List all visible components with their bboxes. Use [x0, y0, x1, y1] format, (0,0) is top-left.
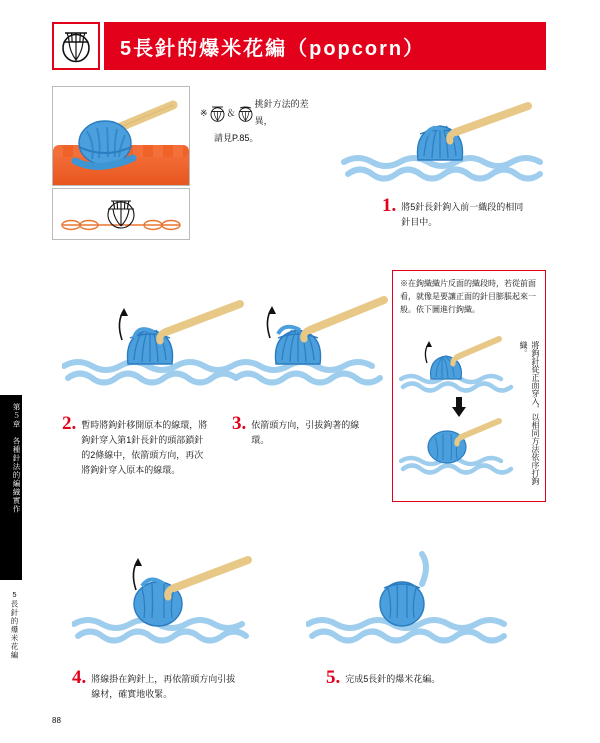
- step-4-text: 將線掛在鉤針上，再依箭頭方向引拔線材，確實地收緊。: [91, 674, 236, 699]
- step-3-text: 依箭頭方向，引拔鉤著的線環。: [251, 420, 360, 445]
- step-3-caption: [232, 414, 372, 448]
- note-text-line2: 請見P.85。: [214, 133, 259, 143]
- chapter-tab-label: 第５章 各種針法的編織實作: [12, 403, 21, 514]
- step-2-number: 2.: [62, 413, 77, 434]
- step-1-caption: [382, 196, 532, 230]
- step-1-number: 1.: [382, 195, 397, 216]
- step-2-caption: [62, 414, 210, 478]
- step-1-illustration: [340, 86, 566, 196]
- step-4-number: 4.: [72, 667, 87, 688]
- popcorn-stitch-symbol-icon: [52, 22, 100, 70]
- page-number: 88: [52, 716, 61, 725]
- step-4-illustration: [72, 548, 272, 658]
- step-3-illustration: [232, 290, 392, 400]
- note-prefix: ※: [200, 107, 208, 118]
- step-5-illustration: [306, 548, 526, 658]
- note-symbol-icon-2: [238, 105, 253, 122]
- step-3-number: 3.: [232, 413, 247, 434]
- step-5-text: 完成5長針的爆米花編。: [345, 674, 441, 684]
- note-text: 挑針方法的差異，: [254, 99, 309, 126]
- page-title-bar: [104, 22, 546, 70]
- note-box-vertical-text: 將鉤針從正面穿入，以相同方法依序打鉤織。: [519, 341, 540, 485]
- step-5-number: 5.: [326, 667, 341, 688]
- stitch-diagram-panel: [52, 188, 190, 240]
- sample-photo: [52, 86, 190, 186]
- step-1-text: 將5針長針鉤入前一織段的相同針目中。: [401, 202, 524, 227]
- note-box-text: ※在鉤織織片反面的織段時，若從前面看，就像是要讓正面的針目膨脹起來一般。依下圖進行鉤織。: [400, 279, 536, 314]
- note-box: [392, 270, 546, 502]
- step-2-text: 暫時將鉤針移開原本的線環，將鉤針穿入第1針長針的頭部鎖針的2條線中，依箭頭方向，再次將鉤針穿入原本的線環。: [81, 420, 208, 475]
- note-amp: ＆: [226, 107, 236, 118]
- step-4-caption: [72, 668, 242, 702]
- note-symbol-icon-1: [210, 105, 225, 122]
- step-5-caption: [326, 668, 506, 687]
- page-title: 5長針的爆米花編（popcorn）: [120, 37, 426, 60]
- photo-note: [200, 96, 320, 147]
- chapter-tab: [0, 395, 22, 580]
- section-tab-label: 5長針的爆米花編: [10, 590, 19, 660]
